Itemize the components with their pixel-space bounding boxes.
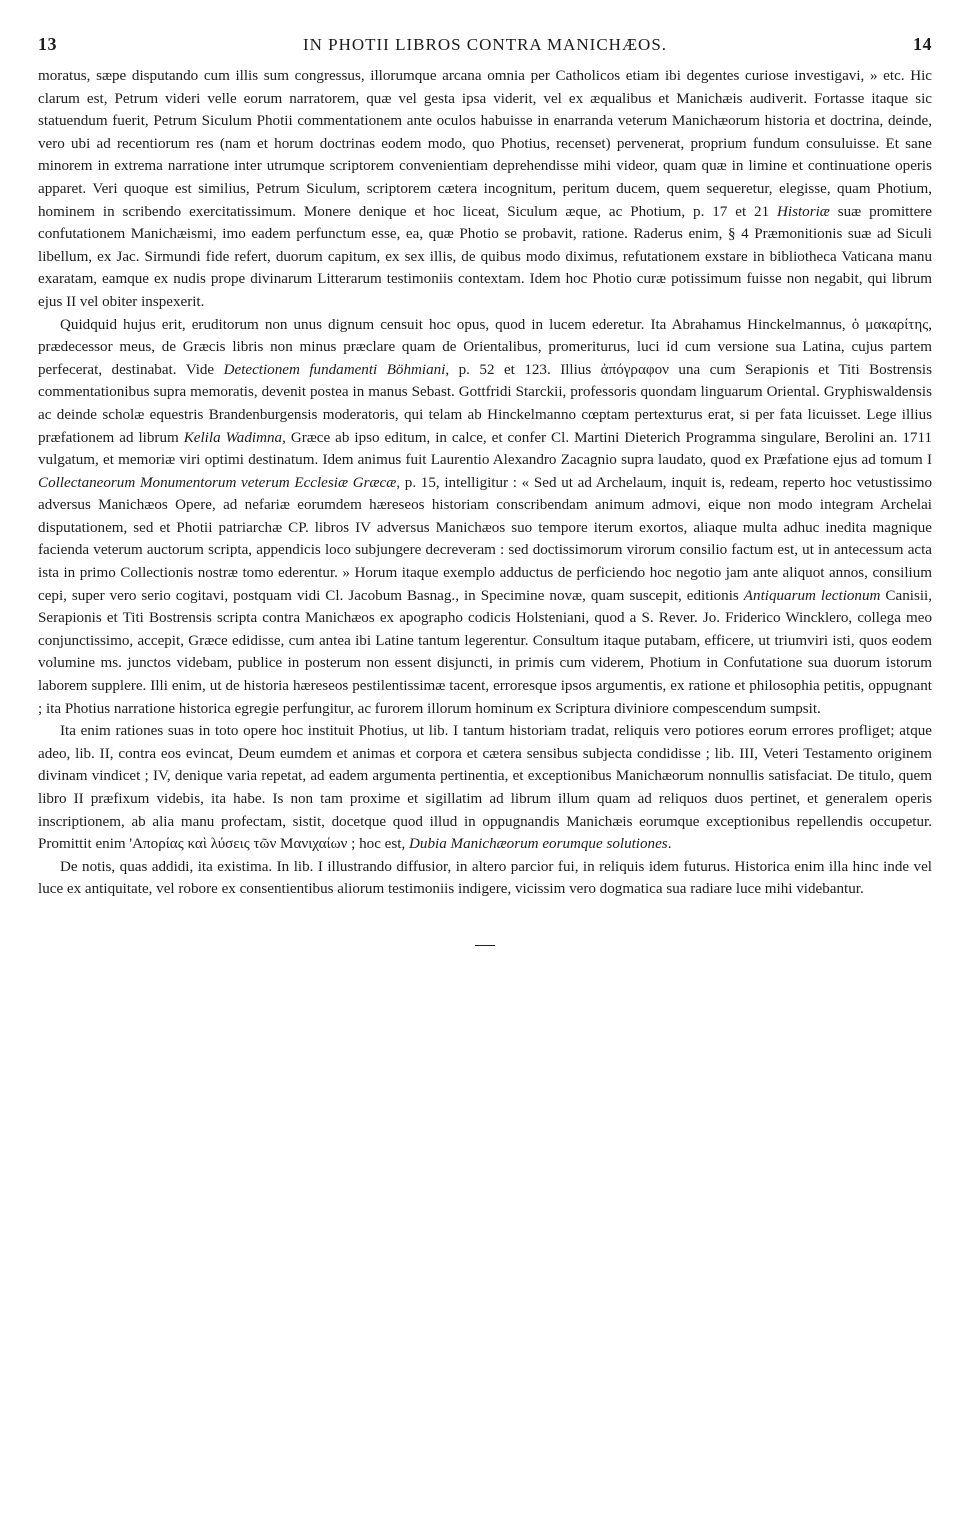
text-run: , p. 15, intelligitur : « Sed ut ad Archelaum, inquit is, redeam, reperto hoc vetustissimo adversus Manichæos Opere, ad nefariæ eorumdem hæreseos historiam conscribendam animum admovi, eique non modo integram Archelai disputationem, sed et Photii patriarchæ CP. libros IV adversus Manichæos suo tempore iterum exortos, aliaque multa adhuc inedita magnique facienda veterum auctorum scripta, appendicis loco subjungere decreveram : sed doctissimorum virorum consilio factum est, ut in antecessum acta ista in primo Collectionis nostræ tomo ederentur. » Horum itaque exemplo adductus de perficiendo hoc negotio jam ante aliquot annos, consilium cepi, super vero serio cogitavi, postquam vidi Cl. Jacobum Basnag., in Specimine novæ, quam suscepit, editionis (38, 474, 932, 604)
text-run: , p. 52 et 123. Illius ἀπόγραφον una cum Serapionis et Titi Bostrensis commentationibus supra memoratis, devenit postea in manus Sebast. Gottfridi Starckii, professoris quondam linguarum Oriental. Gryphiswaldensis ac deinde scholæ equestris Brandenburgensis moderatoris, qui telam ab Hinckelmanno cœptam pertexturus erat, si per fata licuisset. Lege illius præfationem ad librum (38, 361, 932, 446)
italic-run: Kelila Wadimna (183, 429, 283, 446)
text-run: Ita enim rationes suas in toto opere hoc instituit Photius, ut lib. I tantum historiam tradat, reliquis vero potiores eorum errores profliget; atque adeo, lib. II, contra eos evincat, Deum eumdem et animas et corpora et cætera sensibus subjecta condidisse ; lib. III, Veteri Testamento originem divinam vindicet ; IV, denique varia repetat, ad eadem argumenta pertinentia, et exceptionibus Manichæorum nonnullis satisfaciat. De titulo, quem libro II præfixum videbis, ita habe. Is non tam proxime et sigillatim ad librum illum quam ad reliquos duos pertinet, et generalem operis inscriptionem, ab alia manu profectam, sistit, docetque quod illud in oppugnandis Manichæis eorumque exceptionibus repellendis occupetur. Promittit enim 'Απορίας καὶ λύσεις τῶν Μανιχαίων ; hoc est, (38, 723, 932, 853)
running-title: IN PHOTII LIBROS CONTRA MANICHÆOS. (302, 35, 668, 54)
text-run: . (667, 836, 672, 853)
page-number-right: 14 (912, 34, 932, 54)
text-run: Quidquid hujus erit, eruditorum non unus dignum censuit hoc opus, quod in lucem ederetur. Ita Abrahamus Hinckelmannus, ὁ μακαρίτης, prædecessor meus, de Græcis libris non minus præclare quam de Orientalibus, promeriturus, luci id cum versione sua Latina, cujus partem perfecerat, destinabat. Vide (38, 316, 932, 378)
paragraph (38, 65, 932, 314)
italic-run: Detectionem fundamenti Böhmiani (223, 361, 446, 378)
italic-run: Historiæ (777, 203, 830, 220)
text-run: De notis, quas addidi, ita existima. In lib. I illustrando diffusior, in altero parcior fui, in reliquis idem futurus. Historica enim illa hinc inde vel luce ex antiquitate, vel robore ex consentientibus aliorum testimoniis indigere, vicissim vero dogmatica sua radiare luce mihi videbantur. (38, 858, 932, 898)
paragraph (38, 856, 932, 901)
body-text (38, 65, 932, 901)
text-run: Canisii, Serapionis et Titi Bostrensis scripta contra Manichæos ex apographo codicis Holsteniani, quod a S. Rever. Jo. Friderico Wincklero, collega meo conjunctissimo, accepit, Græce edidisse, cum antea ibi Latine tantum legerentur. Consultum itaque putabam, efficere, ut triumviri isti, quos eodem volumine ms. junctos videbam, publice in posterum non essent disjuncti, in primis cum viderem, Photium in Confutatione sua duorum istorum laborem supplere. Illi enim, ut de historia hæreseos pestilentissimæ tacent, erroresque ipsos argumentis, ex ratione et philosophia petitis, oppugnant ; ita Photius narratione historica egregie perfungitur, ac furorem illorum hominum ex Scriptura diviniore compescendum sumpsit. (38, 587, 932, 717)
italic-run: Antiquarum lectionum (743, 587, 881, 604)
paragraph (38, 314, 932, 721)
italic-run: Collectaneorum Monumentorum veterum Ecclesiæ Græcæ (38, 474, 397, 491)
text-run: , Græce ab ipso editum, in calce, et confer Cl. Martini Dieterich Programma singulare, Berolini an. 1711 vulgatum, et memoriæ viri optimi destinatum. Idem animus fuit Laurentio Alexandro Zacagnio supra laudato, quod ex Præfatione ejus ad tomum I (38, 429, 932, 469)
page-number-left: 13 (38, 34, 57, 54)
text-run: suæ promittere confutationem Manichæismi, imo eadem perfunctum esse, ea, quæ Photio se probavit, ratione. Raderus enim, § 4 Præmonitionis suæ ad Siculi libellum, ex Jac. Sirmundi fide refert, duorum capitum, ex sex illis, de quibus modo diximus, refutationem exstare in bibliotheca Vaticana manu exaratam, eamque ex nudis prope divinarum Litterarum testimoniis contextam. Idem hoc Photio curæ potissimum fuisse non negabit, qui librum ejus II vel obiter inspexerit. (38, 203, 932, 310)
paragraph (38, 720, 932, 856)
italic-run: Dubia Manichæorum eorumque solutiones (409, 836, 668, 853)
running-head (38, 34, 932, 55)
text-run: moratus, sæpe disputando cum illis sum congressus, illorumque arcana omnia per Catholicos etiam ibi degentes curiose investigavi, » etc. Hic clarum est, Petrum videri velle eorum narratorem, quæ vel gesta ipsa viderit, vel ex æqualibus et Manichæis audiverit. Fortasse itaque sic statuendum fuerit, Petrum Siculum Photii commentationem ante oculos habuisse in enarranda veterum Manichæorum historia et doctrina, deinde, vero ubi ad recentiorum res (nam et horum doctrinas eodem modo, quo Photius, recenset) pervenerat, proprium fundum consuluisse. Et sane minorem in extrema narratione inter utrumque scriptorem convenientiam deprehendisse mihi videor, quam quæ in limine et continuatione operis apparet. Veri quoque est similius, Petrum Siculum, scriptorem cætera incognitum, peritum ducem, quem sequeretur, elegisse, quam Photium, hominem in scribendo exercitatissimum. Monere denique et hoc liceat, Siculum æque, ac Photium, p. 17 et 21 (38, 68, 932, 220)
end-rule (475, 945, 495, 946)
